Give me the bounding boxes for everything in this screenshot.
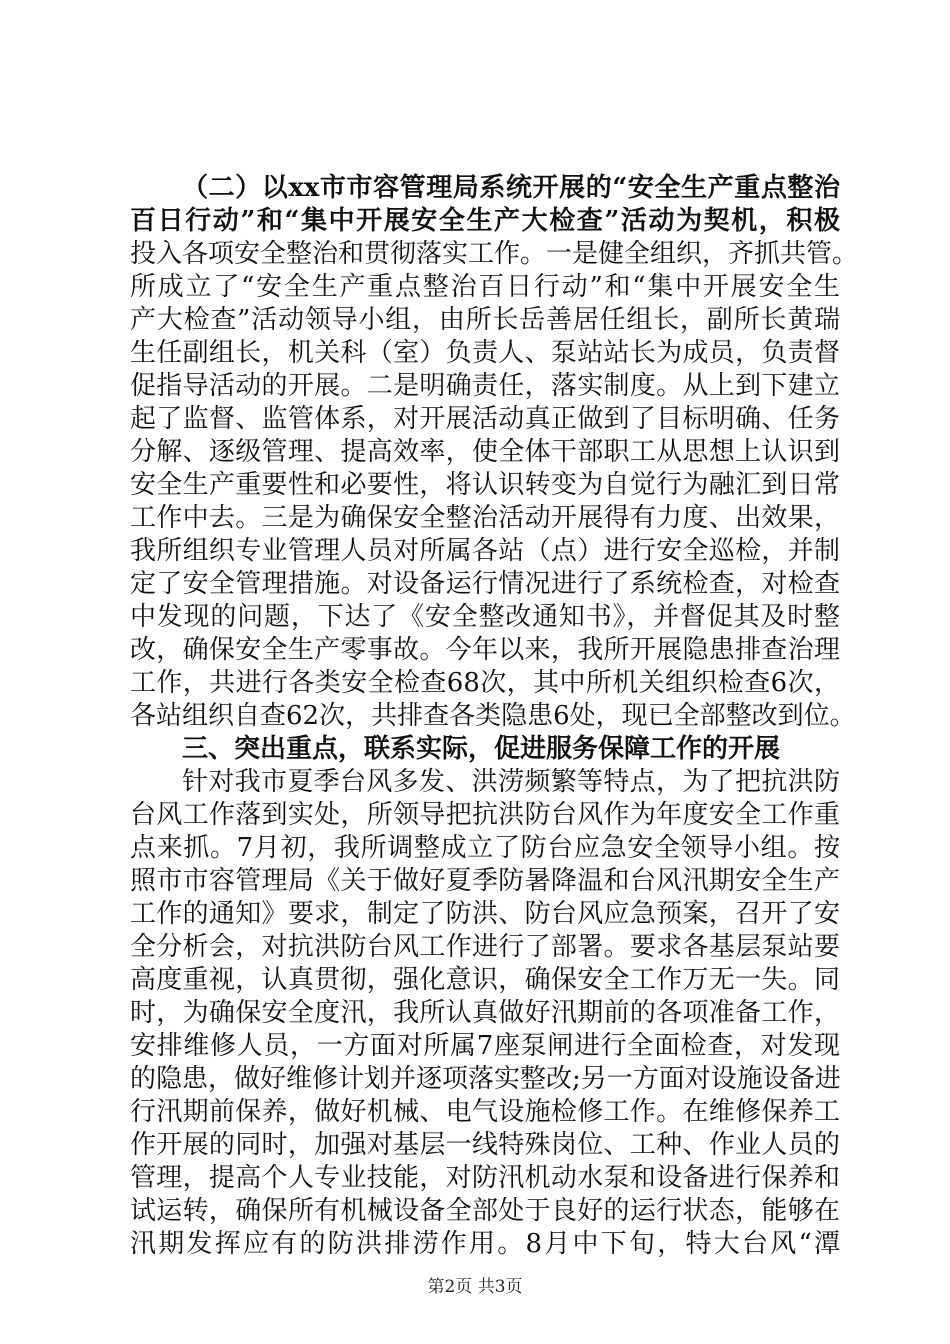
text-line: （二）以xx市市容管理局系统开展的“安全生产重点整治 [182, 173, 840, 203]
text-line: 试运转，确保所有机械设备全部处于良好的运行状态，能够在 [130, 1196, 840, 1226]
text-line: 生任副组长，机关科（室）负责人、泵站站长为成员，负责督 [130, 338, 840, 368]
text-line: 起了监督、监管体系，对开展活动真正做到了目标明确、任务 [130, 404, 840, 434]
text-line: 我所组织专业管理人员对所属各站（点）进行安全巡检，并制 [130, 536, 840, 566]
text-line: 中发现的问题，下达了《安全整改通知书》，并督促其及时整 [130, 602, 840, 632]
text-line: 点来抓。7月初，我所调整成立了防台应急安全领导小组。按 [130, 833, 840, 863]
text-line: 高度重视，认真贯彻，强化意识，确保安全工作万无一失。同 [130, 965, 840, 995]
page-footer: 第2页 共3页 [427, 1277, 523, 1297]
text-line: 定了安全管理措施。对设备运行情况进行了系统检查，对检查 [130, 569, 840, 599]
text-line: 促指导活动的开展。二是明确责任，落实制度。从上到下建立 [130, 371, 840, 401]
text-line: 所成立了“安全生产重点整治百日行动”和“集中开展安全生 [130, 272, 840, 302]
text-line: 安全生产重要性和必要性，将认识转变为自觉行为融汇到日常 [130, 470, 840, 500]
text-line: 的隐患，做好维修计划并逐项落实整改;另一方面对设施设备进 [130, 1064, 841, 1094]
text-line: 百日行动”和“集中开展安全生产大检查”活动为契机，积极 [130, 206, 840, 236]
text-line: 工作中去。三是为确保安全整治活动开展得有力度、出效果， [130, 503, 840, 533]
text-line: 投入各项安全整治和贯彻落实工作。一是健全组织，齐抓共管。 [130, 239, 859, 269]
text-line: 照市市容管理局《关于做好夏季防暑降温和台风汛期安全生产 [130, 866, 840, 896]
document-body [130, 172, 859, 1261]
text-line: 作开展的同时，加强对基层一线特殊岗位、工种、作业人员的 [130, 1130, 840, 1160]
text-line: 分解、逐级管理、提高效率，使全体干部职工从思想上认识到 [130, 437, 840, 467]
text-line: 工作，共进行各类安全检查68次，其中所机关组织检查6次， [130, 668, 840, 698]
text-line: 三、突出重点，联系实际，促进服务保障工作的开展 [182, 734, 781, 764]
text-line: 管理，提高个人专业技能，对防汛机动水泵和设备进行保养和 [130, 1163, 840, 1193]
text-line: 台风工作落到实处，所领导把抗洪防台风作为年度安全工作重 [130, 800, 840, 830]
text-line: 针对我市夏季台风多发、洪涝频繁等特点，为了把抗洪防 [182, 767, 840, 797]
text-line: 时，为确保安全度汛，我所认真做好汛期前的各项准备工作， [130, 998, 840, 1028]
text-line: 工作的通知》要求，制定了防洪、防台风应急预案，召开了安 [130, 899, 840, 929]
text-line: 汛期发挥应有的防洪排涝作用。8月中下旬，特大台风“潭 [130, 1229, 840, 1259]
text-line: 各站组织自查62次，共排查各类隐患6处，现已全部整改到位。 [130, 701, 856, 731]
text-line: 全分析会，对抗洪防台风工作进行了部署。要求各基层泵站要 [130, 932, 840, 962]
text-line: 产大检查”活动领导小组，由所长岳善居任组长，副所长黄瑞 [130, 305, 840, 335]
text-line: 安排维修人员，一方面对所属7座泵闸进行全面检查，对发现 [130, 1031, 840, 1061]
text-line: 行汛期前保养，做好机械、电气设施检修工作。在维修保养工 [130, 1097, 840, 1127]
text-line: 改，确保安全生产零事故。今年以来，我所开展隐患排查治理 [130, 635, 840, 665]
